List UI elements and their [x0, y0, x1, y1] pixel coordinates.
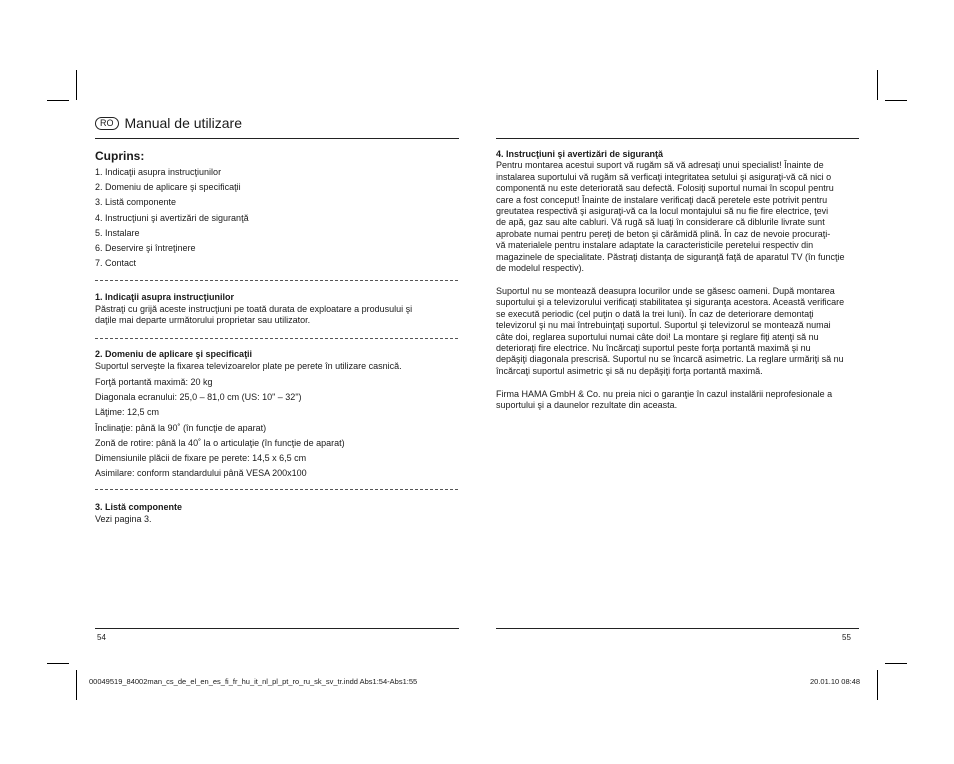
section-heading: 2. Domeniu de aplicare şi specificaţii [95, 349, 253, 359]
section-heading: 1. Indicaţii asupra instrucţiunilor [95, 292, 235, 302]
section-instructions [95, 292, 465, 327]
paragraph-line: greutatea respectivă şi asiguraţi-vă ca la locul montajului să nu fie fire electrice, ţevi [496, 206, 829, 217]
toc-item: 2. Domeniu de aplicare şi specificaţii [95, 182, 241, 193]
spec-list [95, 376, 345, 482]
table-of-contents [95, 166, 249, 272]
spec-item: Lăţime: 12,5 cm [95, 407, 160, 418]
language-badge: RO [95, 117, 119, 130]
paragraph-line: încărcaţi suportul asimetric şi să nu depăşiţi forţa portantă maximă. [496, 365, 763, 376]
paragraph-line: de apă, gaz sau alte cabluri. Vă rugă să luaţi în considerare că diblurile livrate sunt [496, 217, 825, 228]
paragraph-line: componentă nu este deteriorată sau defectă. Folosiţi suportul numai în scopul pentru [496, 183, 834, 194]
paragraph-line: depăşiţi diagonala prescrisă. Suportul nu se încarcă asimetric. La reglare urmăriţi să nu [496, 354, 844, 365]
toc-item: 6. Deservire şi întreţinere [95, 242, 196, 253]
section-safety [496, 149, 861, 274]
page-header [95, 114, 242, 132]
paragraph-line: suportului şi a daunelor rezultate din aceasta. [496, 400, 678, 411]
spec-item: Înclinaţie: până la 90˚ (în funcţie de aparat) [95, 422, 267, 433]
paragraph-line: Vezi pagina 3. [95, 513, 152, 524]
paragraph-line: Suportul nu se montează deasupra locurilor unde se găsesc oameni. După montarea [496, 286, 835, 296]
toc-item: 5. Instalare [95, 227, 140, 238]
spec-item: Forţă portantă maximă: 20 kg [95, 377, 213, 387]
paragraph-line: vă materialele pentru instalare adaptate la caracteristicile peretelui respectiv din [496, 240, 814, 251]
crop-mark [76, 70, 77, 100]
footer-rule-right [496, 628, 859, 629]
section-divider [95, 338, 458, 339]
toc-title: Cuprins: [95, 149, 145, 163]
spec-item: Dimensiunile plăcii de fixare pe perete: 14,5 x 6,5 cm [95, 452, 307, 463]
file-slug: 00049519_84002man_cs_de_el_en_es_fi_fr_hu_it_nl_pl_pt_ro_ru_sk_sv_tr.indd Abs1:54-Abs1:55 [89, 677, 418, 686]
paragraph-line: suportului şi a televizorului verificaţi stabilitatea şi siguranţa acestora. Această verificare [496, 297, 845, 308]
paragraph-line: aprobate numai pentru pereţi de beton şi cărămidă plină. În caz de nevoie procuraţi- [496, 228, 831, 239]
toc-item: 1. Indicaţii asupra instrucţiunilor [95, 167, 222, 177]
paragraph-line: se execută periodic (cel puţin o dată la trei luni). În caz de deteriorare demontaţi [496, 308, 814, 319]
section-heading: 3. Listă componente [95, 502, 183, 512]
paragraph-line: Păstraţi cu grijă aceste instrucţiuni pe toată durata de exploatare a produsului şi [95, 303, 413, 314]
paragraph-line: televizorul şi nu mai întrebuinţaţi suportul. Suportul şi televizorul se montează numai [496, 320, 831, 331]
section-components [95, 502, 465, 525]
toc-item: 7. Contact [95, 258, 137, 269]
header-rule-right [496, 138, 859, 139]
spec-item: Zonă de rotire: până la 40˚ la o articulaţie (în funcţie de aparat) [95, 437, 345, 448]
section-application [95, 349, 465, 372]
paragraph [496, 389, 861, 412]
crop-mark [47, 663, 69, 664]
section-divider [95, 489, 458, 490]
crop-mark [47, 100, 69, 101]
section-divider [95, 280, 458, 281]
paragraph-line: instalarea suportului vă rugăm să verficaţi integritatea setului şi asiguraţi-vă că nici o [496, 171, 832, 182]
paragraph-line: magazinele de specialitate. Păstraţi distanţa de siguranţă faţă de aparatul TV (în funcţie [496, 251, 845, 262]
page-number-left: 54 [97, 633, 106, 642]
crop-mark [76, 670, 77, 700]
toc-item: 4. Instrucţiuni şi avertizări de siguranţă [95, 212, 249, 223]
toc-item: 3. Listă componente [95, 197, 177, 208]
paragraph-line: câte doi, reglarea suportului numai câte doi! La montare şi reglare fiţi atenţi să nu [496, 331, 819, 342]
crop-mark [885, 100, 907, 101]
crop-mark [885, 663, 907, 664]
paragraph [496, 160, 861, 274]
paragraph [496, 286, 861, 377]
header-rule-left [95, 138, 459, 139]
page-title: Manual de utilizare [124, 115, 243, 131]
paragraph-line: care a fost conceput! Înainte de instalare verificaţi dacă peretele este potrivit pentru [496, 194, 828, 205]
section-heading: 4. Instrucţiuni şi avertizări de siguranţă [496, 149, 664, 159]
crop-mark [877, 670, 878, 700]
spec-item: Asimilare: conform standardului până VESA 200x100 [95, 468, 307, 479]
paragraph-line: Suportul serveşte la fixarea televizoarelor plate pe perete în utilizare casnică. [95, 360, 402, 371]
paragraph-line: Pentru montarea acestui suport vă rugăm să vă adresaţi unui specialist! Înainte de [496, 160, 824, 171]
paragraph-line: daţile mai departe următorului proprietar sau utilizator. [95, 315, 311, 325]
paragraph-line: deterioraţi fire electrice. Nu încărcaţi suportul peste forţa portantă maximă şi nu [496, 343, 811, 354]
paragraph-line: Firma HAMA GmbH & Co. nu preia nici o garanţie în cazul instalării neprofesionale a [496, 389, 833, 399]
page-number-right: 55 [842, 633, 851, 642]
print-timestamp: 20.01.10 08:48 [810, 677, 861, 686]
footer-rule-left [95, 628, 459, 629]
spec-item: Diagonala ecranului: 25,0 – 81,0 cm (US: 10" – 32") [95, 392, 302, 403]
paragraph-line: de modelul respectiv). [496, 263, 585, 274]
crop-mark [877, 70, 878, 100]
